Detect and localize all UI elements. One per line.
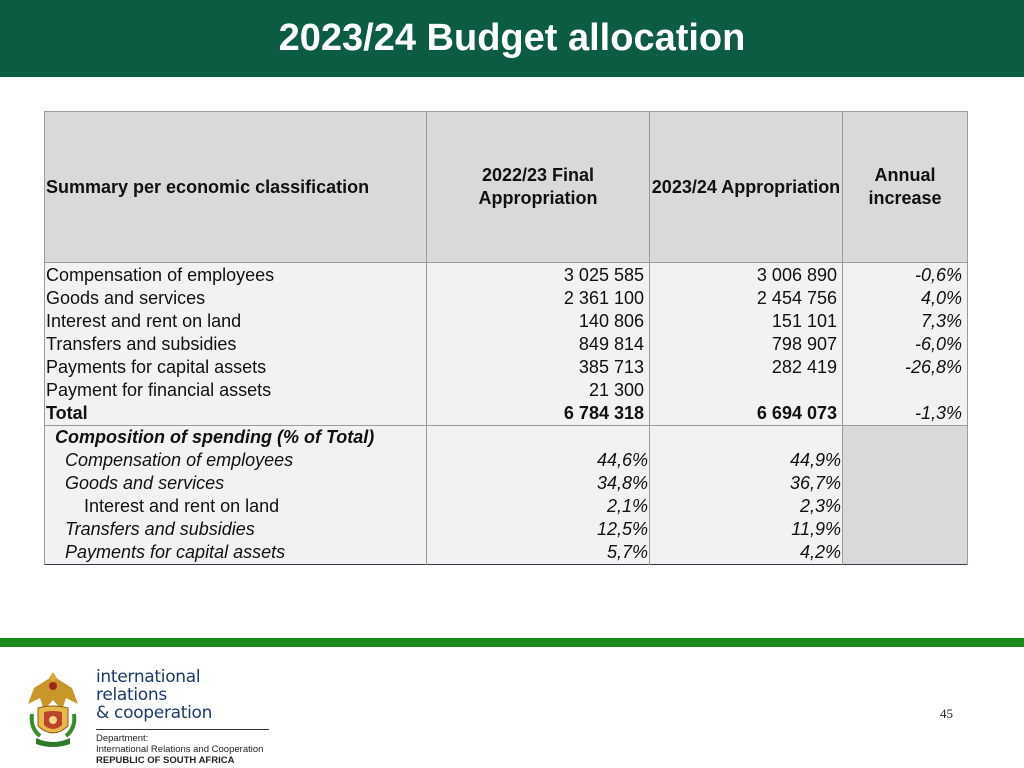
department-label: Department:: [96, 733, 149, 744]
row-label: Payment for financial assets: [45, 379, 427, 402]
value-2023: 282 419: [650, 356, 843, 379]
composition-2023: 4,2%: [650, 541, 843, 565]
composition-2022: 12,5%: [427, 518, 650, 541]
brand-divider: [96, 729, 269, 730]
annual-increase: -6,0%: [843, 333, 968, 356]
header-annual-increase: Annual increase: [843, 112, 968, 263]
value-2022: 140 806: [427, 310, 650, 333]
value-2023: 798 907: [650, 333, 843, 356]
row-label: Payments for capital assets: [45, 356, 427, 379]
brand-line-2: & cooperation: [96, 703, 213, 723]
value-2023: 151 101: [650, 310, 843, 333]
empty-cell: [650, 426, 843, 450]
composition-label: Composition of spending (% of Total): [45, 426, 427, 450]
value-2022: 3 025 585: [427, 263, 650, 288]
department-name: International Relations and Cooperation: [96, 744, 264, 755]
table-row: [45, 263, 968, 288]
composition-2023: 36,7%: [650, 472, 843, 495]
composition-row: [45, 495, 968, 518]
composition-2022: 2,1%: [427, 495, 650, 518]
composition-2022: 5,7%: [427, 541, 650, 565]
composition-2022: 34,8%: [427, 472, 650, 495]
value-2022: 2 361 100: [427, 287, 650, 310]
composition-row: [45, 449, 968, 472]
table-header-row: [45, 112, 968, 263]
value-2022: 385 713: [427, 356, 650, 379]
empty-cell: [843, 518, 968, 541]
country-name: REPUBLIC OF SOUTH AFRICA: [96, 755, 235, 766]
title-bar: [0, 0, 1024, 77]
total-increase: -1,3%: [843, 402, 968, 426]
composition-header-row: [45, 426, 968, 450]
empty-cell: [427, 426, 650, 450]
value-2022: 21 300: [427, 379, 650, 402]
composition-row-label: Compensation of employees: [45, 449, 427, 472]
footer-divider: [0, 638, 1024, 647]
page-number: 45: [940, 706, 953, 721]
total-2022: 6 784 318: [427, 402, 650, 426]
composition-row-label: Goods and services: [45, 472, 427, 495]
value-2023: 2 454 756: [650, 287, 843, 310]
empty-cell: [843, 495, 968, 518]
composition-2023: 2,3%: [650, 495, 843, 518]
annual-increase: -26,8%: [843, 356, 968, 379]
header-classification: Summary per economic classification: [45, 112, 427, 263]
composition-row-label: Payments for capital assets: [45, 541, 427, 565]
composition-row: [45, 518, 968, 541]
row-label: Compensation of employees: [45, 263, 427, 288]
total-2023: 6 694 073: [650, 402, 843, 426]
empty-cell: [843, 449, 968, 472]
annual-increase: [843, 379, 968, 402]
department-branding: [96, 668, 276, 766]
table-row: [45, 287, 968, 310]
header-2022-appropriation: 2022/23 Final Appropriation: [427, 112, 650, 263]
total-row: [45, 402, 968, 426]
composition-2023: 44,9%: [650, 449, 843, 472]
empty-cell: [843, 426, 968, 450]
row-label: Interest and rent on land: [45, 310, 427, 333]
table-row: [45, 356, 968, 379]
annual-increase: 7,3%: [843, 310, 968, 333]
composition-row-label: Interest and rent on land: [45, 495, 427, 518]
row-label: Goods and services: [45, 287, 427, 310]
brand-line-1: international relations: [96, 667, 201, 705]
annual-increase: -0,6%: [843, 263, 968, 288]
composition-2023: 11,9%: [650, 518, 843, 541]
value-2022: 849 814: [427, 333, 650, 356]
composition-row-label: Transfers and subsidies: [45, 518, 427, 541]
composition-2022: 44,6%: [427, 449, 650, 472]
empty-cell: [843, 541, 968, 565]
row-label: Transfers and subsidies: [45, 333, 427, 356]
table-row: [45, 310, 968, 333]
page-title: 2023/24 Budget allocation: [278, 17, 746, 59]
value-2023: [650, 379, 843, 402]
table-row: [45, 379, 968, 402]
total-label: Total: [45, 402, 427, 426]
table-row: [45, 333, 968, 356]
composition-row: [45, 472, 968, 495]
header-2023-appropriation: 2023/24 Appropriation: [650, 112, 843, 263]
annual-increase: 4,0%: [843, 287, 968, 310]
budget-table: [44, 111, 968, 565]
composition-row: [45, 541, 968, 565]
coat-of-arms-icon: [24, 670, 82, 750]
value-2023: 3 006 890: [650, 263, 843, 288]
empty-cell: [843, 472, 968, 495]
